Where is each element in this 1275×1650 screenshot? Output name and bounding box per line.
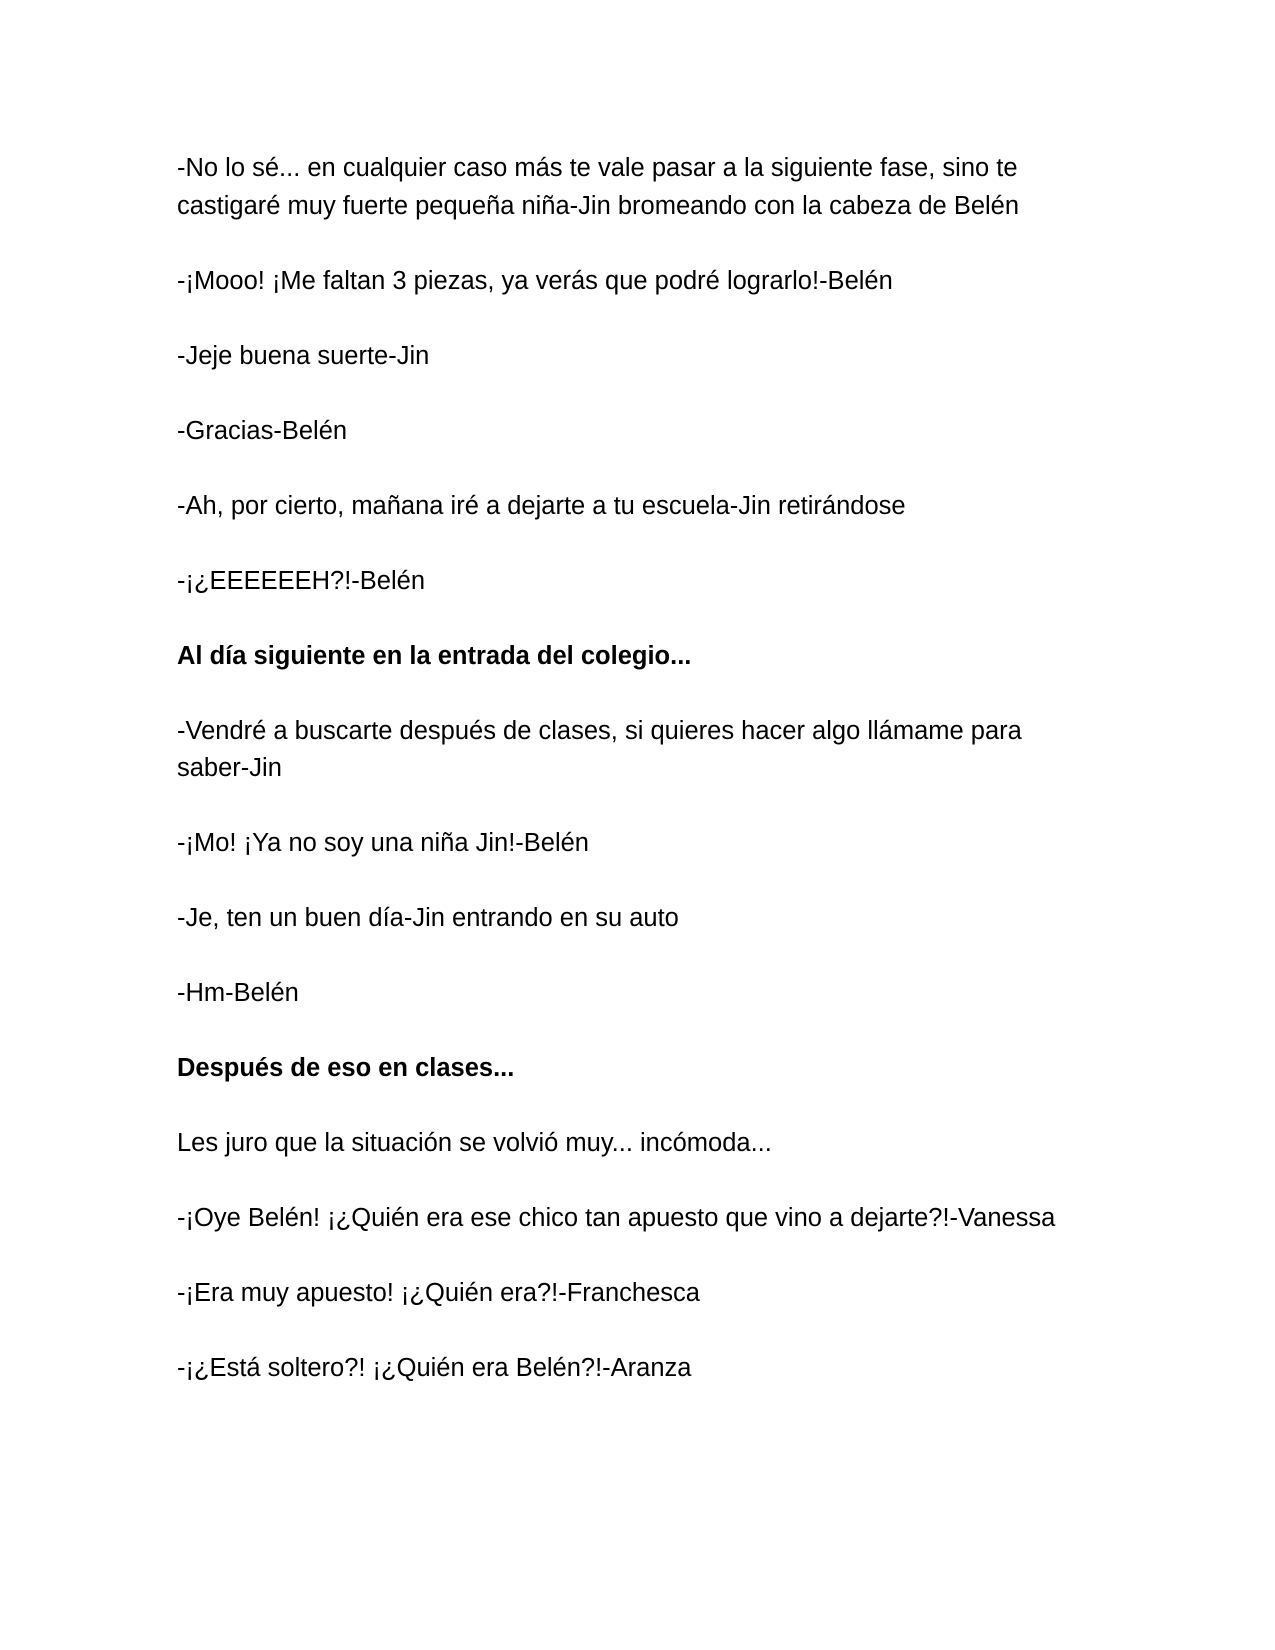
document-body bbox=[177, 150, 1077, 1425]
dialogue-line: -¡¿EEEEEEH?!-Belén bbox=[177, 566, 426, 595]
dialogue-line: -Ah, por cierto, mañana iré a dejarte a tu escuela-Jin retirándose bbox=[177, 491, 906, 520]
dialogue-line: -¡Mo! ¡Ya no soy una niña Jin!-Belén bbox=[177, 829, 589, 857]
dialogue-line: -¡Oye Belén! ¡¿Quién era ese chico tan apuesto que vino a dejarte?!-Vanessa bbox=[177, 1204, 1056, 1232]
dialogue-line: -Jeje buena suerte-Jin bbox=[177, 341, 430, 370]
dialogue-line: -Je, ten un buen día-Jin entrando en su auto bbox=[177, 904, 679, 932]
scene-heading: Al día siguiente en la entrada del colegio... bbox=[177, 641, 692, 670]
dialogue-line: -¡Era muy apuesto! ¡¿Quién era?!-Franchesca bbox=[177, 1279, 700, 1307]
dialogue-line: -Hm-Belén bbox=[177, 979, 299, 1007]
narration-line: Les juro que la situación se volvió muy... incómoda... bbox=[177, 1129, 772, 1157]
dialogue-line: -Gracias-Belén bbox=[177, 416, 348, 445]
scene-heading: Después de eso en clases... bbox=[177, 1054, 515, 1082]
dialogue-line: -No lo sé... en cualquier caso más te vale pasar a la siguiente fase, sino te castigaré muy fuerte pequeña niña-Jin bromeando con la cabeza de Belén bbox=[177, 154, 1020, 220]
dialogue-line: -Vendré a buscarte después de clases, si quieres hacer algo llámame para saber-Jin bbox=[177, 716, 1022, 782]
dialogue-line: -¡Mooo! ¡Me faltan 3 piezas, ya verás que podré lograrlo!-Belén bbox=[177, 266, 893, 295]
dialogue-line: -¡¿Está soltero?! ¡¿Quién era Belén?!-Aranza bbox=[177, 1354, 692, 1382]
